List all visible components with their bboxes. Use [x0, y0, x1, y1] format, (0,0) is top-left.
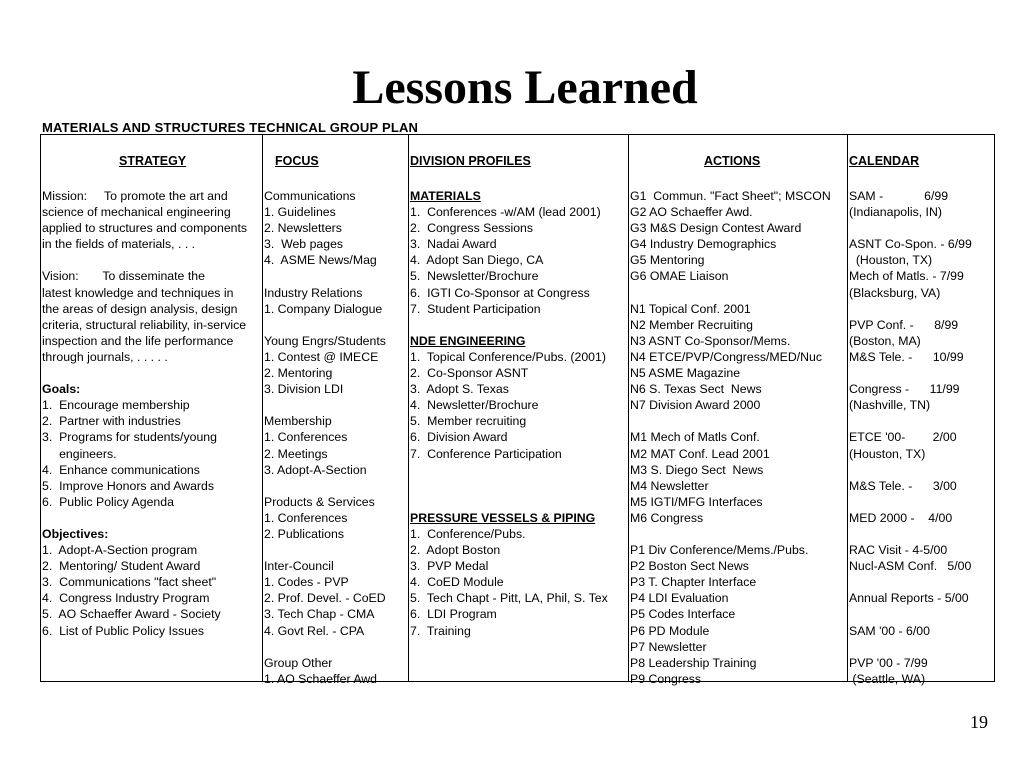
- focus-line: [264, 542, 407, 558]
- actions-line: P8 Leadership Training: [630, 655, 757, 670]
- calendar-line: Annual Reports - 5/00: [849, 591, 969, 606]
- division-profiles-line: [410, 462, 627, 478]
- strategy-line: criteria, structural reliability, in-service: [42, 317, 247, 332]
- actions-line: [630, 285, 846, 301]
- header-calendar: CALENDAR: [849, 154, 920, 168]
- calendar-line: M&S Tele. - 10/99: [849, 349, 964, 364]
- focus-line: 2. Publications: [264, 526, 344, 541]
- strategy-line: 6. Public Policy Agenda: [42, 494, 174, 509]
- actions-column: [630, 188, 846, 687]
- calendar-line: [849, 365, 993, 381]
- strategy-line: engineers.: [42, 446, 117, 461]
- calendar-line: MED 2000 - 4/00: [849, 510, 953, 525]
- calendar-line: (Indianapolis, IN): [849, 205, 942, 220]
- focus-line: 2. Mentoring: [264, 366, 333, 381]
- divider-profiles-actions: [628, 135, 629, 681]
- calendar-line: (Houston, TX): [849, 446, 926, 461]
- header-strategy: STRATEGY: [119, 154, 187, 168]
- calendar-line: (Blacksburg, VA): [849, 285, 941, 300]
- focus-line: 2. Meetings: [264, 446, 328, 461]
- calendar-line: [849, 413, 993, 429]
- calendar-line: [849, 220, 993, 236]
- focus-line: 1. Company Dialogue: [264, 301, 383, 316]
- focus-line: [264, 397, 407, 413]
- focus-column: [264, 188, 407, 687]
- strategy-line: 4. Congress Industry Program: [42, 591, 210, 606]
- focus-line: [264, 639, 407, 655]
- actions-line: P3 T. Chapter Interface: [630, 575, 757, 590]
- strategy-line: 5. Improve Honors and Awards: [42, 478, 215, 493]
- strategy-line: 2. Mentoring/ Student Award: [42, 559, 201, 574]
- actions-line: N7 Division Award 2000: [630, 398, 761, 413]
- division-profiles-line: [410, 478, 627, 494]
- actions-line: G2 AO Schaeffer Awd.: [630, 205, 753, 220]
- focus-line: Communications: [264, 189, 356, 203]
- focus-line: 1. Codes - PVP: [264, 575, 349, 590]
- calendar-line: Mech of Matls. - 7/99: [849, 269, 964, 284]
- calendar-line: [849, 301, 993, 317]
- focus-line: 3. Tech Chap - CMA: [264, 607, 375, 622]
- division-profiles-line: 5. Newsletter/Brochure: [410, 269, 539, 284]
- division-profiles-line: 3. PVP Medal: [410, 559, 489, 574]
- division-profiles-line: 4. CoED Module: [410, 575, 504, 590]
- strategy-line: through journals, . . . . .: [42, 349, 168, 364]
- actions-line: P4 LDI Evaluation: [630, 591, 729, 606]
- focus-line: Products & Services: [264, 494, 375, 509]
- actions-line: M3 S. Diego Sect News: [630, 462, 764, 477]
- actions-line: P6 PD Module: [630, 623, 710, 638]
- strategy-line: [42, 365, 270, 381]
- calendar-line: M&S Tele. - 3/00: [849, 478, 957, 493]
- division-profiles-line: 1. Conference/Pubs.: [410, 526, 526, 541]
- header-focus: FOCUS: [275, 154, 319, 168]
- header-actions: ACTIONS: [704, 154, 761, 168]
- division-profiles-line: 3. Adopt S. Texas: [410, 382, 509, 397]
- focus-line: 1. Guidelines: [264, 205, 336, 220]
- division-profiles-line: [410, 494, 627, 510]
- calendar-line: [849, 639, 993, 655]
- plan-table: [40, 134, 995, 686]
- strategy-line: 6. List of Public Policy Issues: [42, 623, 204, 638]
- calendar-line: ETCE '00- 2/00: [849, 430, 957, 445]
- focus-line: 2. Prof. Devel. - CoED: [264, 591, 386, 606]
- slide-title: Lessons Learned: [352, 61, 698, 114]
- focus-line: [264, 478, 407, 494]
- division-profiles-line: NDE ENGINEERING: [410, 333, 526, 348]
- focus-line: 1. Contest @ IMECE: [264, 349, 379, 364]
- actions-line: G4 Industry Demographics: [630, 237, 777, 252]
- actions-line: [630, 413, 846, 429]
- calendar-line: SAM '00 - 6/00: [849, 623, 930, 638]
- actions-line: G5 Mentoring: [630, 253, 705, 268]
- division-profiles-line: 6. IGTI Co-Sponsor at Congress: [410, 285, 590, 300]
- actions-line: [630, 526, 846, 542]
- focus-line: 1. AO Schaeffer Awd: [264, 671, 378, 686]
- focus-line: 1. Conferences: [264, 430, 348, 445]
- calendar-line: RAC Visit - 4-5/00: [849, 543, 948, 558]
- divider-actions-calendar: [847, 135, 848, 681]
- actions-line: N3 ASNT Co-Sponsor/Mems.: [630, 333, 791, 348]
- strategy-line: inspection and the life performance: [42, 333, 234, 348]
- actions-line: N2 Member Recruiting: [630, 317, 754, 332]
- focus-line: 4. Govt Rel. - CPA: [264, 623, 365, 638]
- actions-line: G1 Commun. "Fact Sheet"; MSCON: [630, 189, 831, 203]
- actions-line: N6 S. Texas Sect News: [630, 382, 762, 397]
- calendar-line: (Nashville, TN): [849, 398, 931, 413]
- strategy-line: 1. Encourage membership: [42, 398, 190, 413]
- actions-line: M4 Newsletter: [630, 478, 709, 493]
- division-profiles-line: 6. Division Award: [410, 430, 508, 445]
- focus-line: Inter-Council: [264, 559, 334, 574]
- division-profiles-line: 2. Adopt Boston: [410, 543, 501, 558]
- division-profiles-line: 5. Member recruiting: [410, 414, 527, 429]
- focus-line: 3. Web pages: [264, 237, 344, 252]
- calendar-line: [849, 606, 993, 622]
- strategy-line: science of mechanical engineering: [42, 205, 231, 220]
- strategy-line: Mission: To promote the art and: [42, 189, 228, 203]
- actions-line: M1 Mech of Matls Conf.: [630, 430, 760, 445]
- calendar-line: Nucl-ASM Conf. 5/00: [849, 559, 972, 574]
- calendar-line: [849, 462, 993, 478]
- calendar-line: Congress - 11/99: [849, 382, 960, 397]
- calendar-line: PVP Conf. - 8/99: [849, 317, 959, 332]
- calendar-line: [849, 526, 993, 542]
- strategy-line: 3. Communications "fact sheet": [42, 575, 217, 590]
- division-profiles-line: PRESSURE VESSELS & PIPING: [410, 510, 596, 525]
- actions-line: N1 Topical Conf. 2001: [630, 301, 751, 316]
- strategy-line: Goals:: [42, 382, 81, 397]
- division-profiles-line: [410, 317, 627, 333]
- actions-line: N4 ETCE/PVP/Congress/MED/Nuc: [630, 349, 823, 364]
- focus-line: 4. ASME News/Mag: [264, 253, 377, 268]
- calendar-line: (Boston, MA): [849, 333, 921, 348]
- calendar-line: ASNT Co-Spon. - 6/99: [849, 237, 972, 252]
- focus-line: 2. Newsletters: [264, 221, 342, 236]
- division-profiles-line: 7. Training: [410, 623, 471, 638]
- division-profiles-line: 7. Conference Participation: [410, 446, 562, 461]
- strategy-line: 3. Programs for students/young: [42, 430, 217, 445]
- calendar-line: (Houston, TX): [849, 253, 933, 268]
- focus-line: [264, 317, 407, 333]
- actions-line: G6 OMAE Liaison: [630, 269, 729, 284]
- actions-line: P9 Congress: [630, 671, 702, 686]
- division-profiles-line: MATERIALS: [410, 189, 481, 203]
- strategy-line: [42, 252, 270, 268]
- focus-line: Young Engrs/Students: [264, 333, 386, 348]
- strategy-line: 2. Partner with industries: [42, 414, 181, 429]
- actions-line: M2 MAT Conf. Lead 2001: [630, 446, 770, 461]
- focus-line: 3. Division LDI: [264, 382, 344, 397]
- division-profiles-line: 4. Newsletter/Brochure: [410, 398, 539, 413]
- strategy-column: [42, 188, 270, 639]
- division-profiles-line: 3. Nadai Award: [410, 237, 497, 252]
- actions-line: M5 IGTI/MFG Interfaces: [630, 494, 763, 509]
- strategy-line: 1. Adopt-A-Section program: [42, 543, 198, 558]
- division-profiles-line: 1. Topical Conference/Pubs. (2001): [410, 349, 606, 364]
- division-profiles-line: 7. Student Participation: [410, 301, 541, 316]
- division-profiles-column: [410, 188, 627, 639]
- calendar-line: PVP '00 - 7/99: [849, 655, 928, 670]
- division-profiles-line: 5. Tech Chapt - Pitt, LA, Phil, S. Tex: [410, 591, 608, 606]
- calendar-line: [849, 494, 993, 510]
- calendar-column: [849, 188, 993, 687]
- strategy-line: the areas of design analysis, design: [42, 301, 238, 316]
- focus-line: Industry Relations: [264, 285, 363, 300]
- actions-line: P1 Div Conference/Mems./Pubs.: [630, 543, 809, 558]
- strategy-line: 4. Enhance communications: [42, 462, 200, 477]
- actions-line: P7 Newsletter: [630, 639, 707, 654]
- actions-line: G3 M&S Design Contest Award: [630, 221, 802, 236]
- actions-line: N5 ASME Magazine: [630, 366, 741, 381]
- division-profiles-line: 2. Co-Sponsor ASNT: [410, 366, 529, 381]
- focus-line: Group Other: [264, 655, 333, 670]
- actions-line: P5 Codes Interface: [630, 607, 736, 622]
- focus-line: [264, 268, 407, 284]
- division-profiles-line: 2. Congress Sessions: [410, 221, 534, 236]
- focus-line: 3. Adopt-A-Section: [264, 462, 367, 477]
- focus-line: Membership: [264, 414, 332, 429]
- strategy-line: in the fields of materials, . . .: [42, 237, 196, 252]
- strategy-line: 5. AO Schaeffer Award - Society: [42, 607, 221, 622]
- strategy-line: applied to structures and components: [42, 221, 248, 236]
- division-profiles-line: 6. LDI Program: [410, 607, 497, 622]
- division-profiles-line: 4. Adopt San Diego, CA: [410, 253, 544, 268]
- calendar-line: [849, 574, 993, 590]
- actions-line: M6 Congress: [630, 510, 704, 525]
- page-number: 19: [970, 712, 988, 732]
- division-profiles-line: 1. Conferences -w/AM (lead 2001): [410, 205, 601, 220]
- strategy-line: latest knowledge and techniques in: [42, 285, 234, 300]
- strategy-line: Objectives:: [42, 526, 109, 541]
- strategy-line: [42, 510, 270, 526]
- actions-line: P2 Boston Sect News: [630, 559, 749, 574]
- strategy-line: Vision: To disseminate the: [42, 269, 205, 284]
- calendar-line: (Seattle, WA): [849, 671, 926, 686]
- divider-focus-profiles: [408, 135, 409, 681]
- plan-heading: MATERIALS AND STRUCTURES TECHNICAL GROUP PLAN: [42, 120, 419, 135]
- calendar-line: SAM - 6/99: [849, 189, 949, 203]
- header-division-profiles: DIVISION PROFILES: [410, 154, 531, 168]
- focus-line: 1. Conferences: [264, 510, 348, 525]
